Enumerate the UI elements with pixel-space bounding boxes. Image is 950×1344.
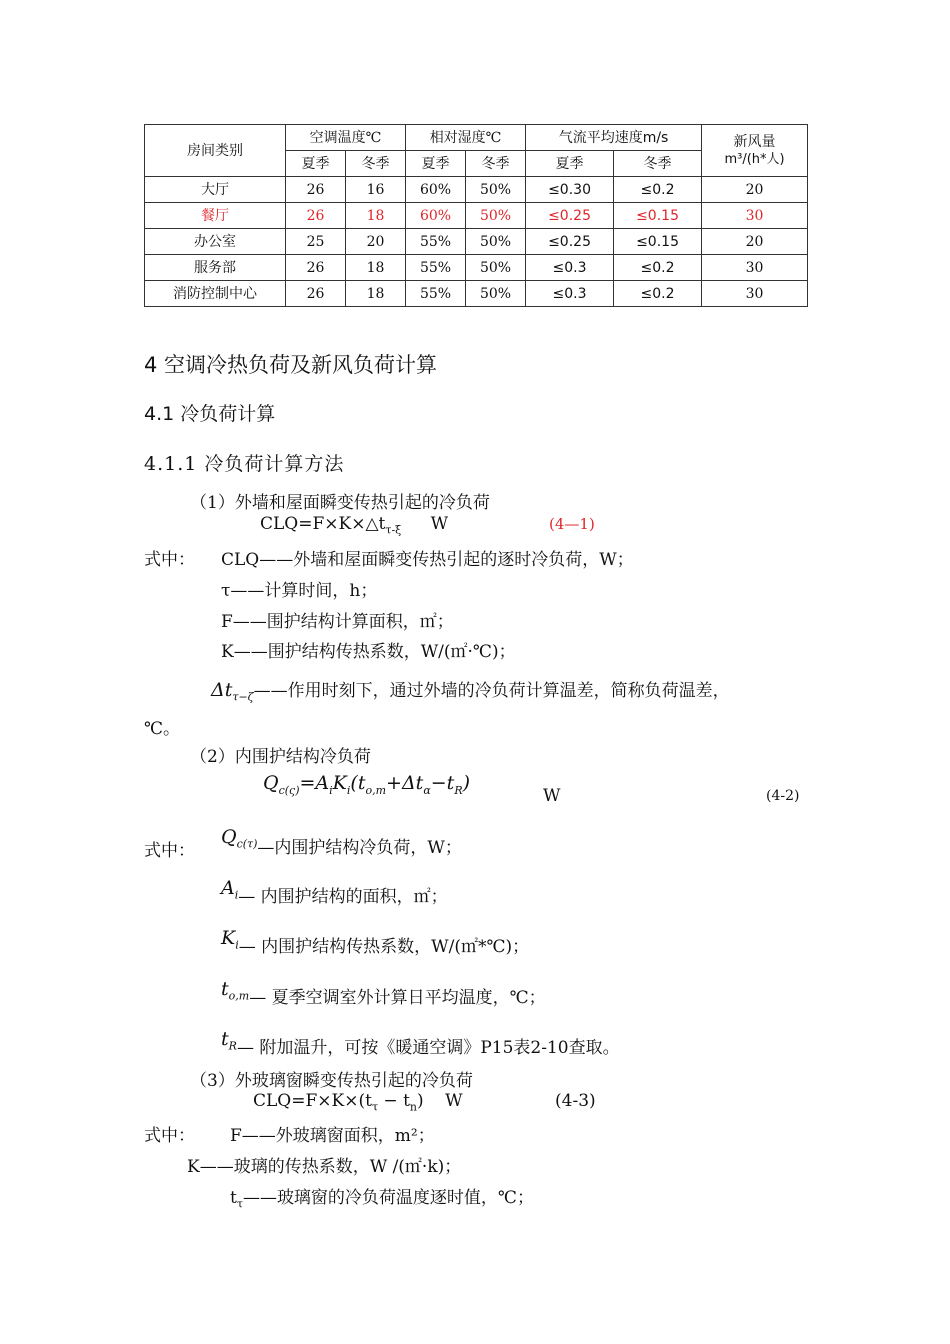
part2-def-k-symbol: K [221,927,236,949]
part3-formula-unit: W [445,1091,463,1111]
cell-speed-summer: ≤0.3 [526,255,614,281]
cell-room: 办公室 [145,229,286,255]
header-winter: 冬季 [614,151,702,177]
part2-title: （2）内围护结构冷负荷 [190,747,371,767]
part1-where-label: 式中： [144,550,195,570]
cell-speed-winter: ≤0.2 [614,255,702,281]
part2-def-a-sub: i [234,888,239,902]
table-row [145,177,808,203]
part3-def-f: F——外玻璃窗面积，m²； [230,1126,435,1146]
header-air-speed [526,125,702,151]
part2-def-a [221,874,448,907]
cell-fresh-air: 30 [702,255,808,281]
cell-hum-summer: 55% [406,255,466,281]
section-heading-4-1-1: 4.1.1 冷负荷计算方法 [144,453,345,475]
part1-dt-symbol: Δt [211,679,233,701]
header-winter: 冬季 [346,151,406,177]
part2-formula-plus: +Δt [386,772,424,794]
part3-formula [253,1091,463,1113]
cell-temp-summer: 26 [286,177,346,203]
cell-fresh-air: 30 [702,281,808,307]
header-winter: 冬季 [466,151,526,177]
header-ac-temp: 空调温度℃ [286,125,406,151]
part2-formula-close: ) [462,772,471,794]
part2-where-label: 式中： [144,841,195,861]
cell-speed-winter: ≤0.2 [614,281,702,307]
header-fresh-air-label: 新风量 [733,133,776,150]
part2-def-tom-symbol: t [221,978,229,1000]
cell-temp-winter: 16 [346,177,406,203]
part2-def-k-sub: i [235,938,239,952]
cell-temp-winter: 18 [346,281,406,307]
part3-def-t-symbol: t [230,1188,237,1208]
table-row-highlighted [145,203,808,229]
part2-def-tr-symbol: t [221,1028,229,1050]
part2-def-q [221,823,462,858]
part2-def-q-symbol: Q [221,826,237,848]
table-row [145,255,808,281]
part1-def-clq: CLQ——外墙和屋面瞬变传热引起的逐时冷负荷，W； [221,550,634,570]
cell-temp-winter: 20 [346,229,406,255]
header-air-speed-text: 气流平均速度m/s [558,129,669,146]
header-summer: 夏季 [286,151,346,177]
part3-title: （3）外玻璃窗瞬变传热引起的冷负荷 [190,1071,473,1091]
part2-def-tom-sub: o,m [228,989,250,1003]
cell-fresh-air: 20 [702,177,808,203]
header-room-type: 房间类别 [145,125,286,177]
cell-hum-summer: 55% [406,281,466,307]
part1-formula-sub: τ-ξ [385,523,402,537]
table-row [145,229,808,255]
part3-eq-number: (4-3) [555,1091,596,1111]
cell-room: 餐厅 [145,203,286,229]
part3-where-label: 式中： [144,1126,195,1146]
part2-formula-unit: W [543,786,561,806]
part1-formula [260,514,448,536]
cell-speed-winter: ≤0.15 [614,229,702,255]
table-row [145,281,808,307]
part1-def-dt [211,676,730,703]
part3-formula-minus: − t [378,1091,410,1111]
cell-temp-summer: 26 [286,203,346,229]
cell-speed-summer: ≤0.3 [526,281,614,307]
part2-formula-alpha: α [423,783,431,797]
part2-q-symbol: Q [263,772,279,794]
cell-hum-summer: 55% [406,229,466,255]
cell-room: 消防控制中心 [145,281,286,307]
part1-def-k: K——围护结构传热系数，W/(㎡·℃)； [221,642,516,662]
cell-temp-winter: 18 [346,255,406,281]
part2-def-tr-text: — 附加温升，可按《暖通空调》P15表2-10查取。 [236,1038,620,1058]
cell-room: 服务部 [145,255,286,281]
part1-def-dt-cont: ℃。 [144,719,181,739]
part3-def-k: K——玻璃的传热系数，W /(㎡·k)； [187,1157,462,1177]
cell-hum-summer: 60% [406,177,466,203]
part2-def-tom-text: — 夏季空调室外计算日平均温度，℃； [249,988,546,1008]
part2-formula-tail-i2: i [346,783,351,797]
cell-temp-winter: 18 [346,203,406,229]
part2-def-q-text: —内围护结构冷负荷，W； [257,838,462,858]
header-fresh-air-unit: m³/(h*人) [724,151,785,167]
header-summer: 夏季 [406,151,466,177]
part1-dt-text: ——作用时刻下，通过外墙的冷负荷计算温差，简称负荷温差， [253,681,730,701]
cell-hum-winter: 50% [466,229,526,255]
part2-formula-paren: (t [350,772,366,794]
part3-def-t [230,1183,534,1210]
part1-dt-sub: τ−ζ [232,690,254,704]
part3-formula-close: ) [417,1091,424,1111]
part2-rhs-a: =A [299,772,330,794]
part2-formula-om: o,m [365,783,387,797]
table-header-row [145,125,808,151]
part3-formula-main: CLQ=F×K×(t [253,1091,372,1111]
section-heading-4-1: 4.1 冷负荷计算 [144,403,276,425]
cell-temp-summer: 25 [286,229,346,255]
cell-speed-winter: ≤0.2 [614,177,702,203]
part2-formula-tail: K [332,772,347,794]
part2-def-a-symbol: A [221,877,235,899]
cell-hum-winter: 50% [466,281,526,307]
part1-def-tau: τ——计算时间，h； [221,581,378,601]
cell-speed-summer: ≤0.25 [526,229,614,255]
part2-eq-number: (4-2) [766,788,800,804]
part1-formula-unit: W [430,514,449,534]
part1-def-f: F——围护结构计算面积，㎡； [221,612,454,632]
part2-def-tr [221,1025,620,1058]
part2-def-a-text: — 内围护结构的面积，㎡； [238,887,448,907]
part2-def-tom [221,975,546,1008]
part3-def-t-text: ——玻璃窗的冷负荷温度逐时值，℃； [242,1188,534,1208]
part1-eq-number: (4—1) [549,515,595,533]
header-summer: 夏季 [526,151,614,177]
cell-temp-summer: 26 [286,255,346,281]
header-rel-humidity: 相对湿度℃ [406,125,526,151]
cell-hum-summer: 60% [406,203,466,229]
part2-formula [263,772,470,797]
design-parameters-table [144,124,808,307]
part2-def-k [221,924,530,957]
part3-def-t-sub: τ [236,1197,243,1211]
part2-formula-tail-i: i [329,783,333,797]
part3-formula-sub-tau: τ [371,1100,379,1114]
cell-temp-summer: 26 [286,281,346,307]
cell-fresh-air: 30 [702,203,808,229]
header-fresh-air [702,125,808,177]
section-heading-4: 4 空调冷热负荷及新风负荷计算 [144,353,438,377]
part2-formula-minus: −t [430,772,455,794]
part2-q-sub: c(ς) [278,783,300,797]
part2-def-k-text: — 内围护结构传热系数，W/(㎡*℃)； [238,937,530,957]
part2-formula-r: R [454,783,463,797]
cell-room: 大厅 [145,177,286,203]
cell-fresh-air: 20 [702,229,808,255]
part2-def-tr-sub: R [228,1039,237,1053]
cell-hum-winter: 50% [466,255,526,281]
part2-def-q-sub: c(τ) [236,837,258,851]
part1-formula-main: CLQ=F×K×△t [260,514,386,534]
part3-formula-sub-n: n [409,1100,418,1114]
part1-title: （1）外墙和屋面瞬变传热引起的冷负荷 [190,493,490,513]
cell-speed-summer: ≤0.30 [526,177,614,203]
cell-hum-winter: 50% [466,203,526,229]
cell-speed-winter: ≤0.15 [614,203,702,229]
cell-hum-winter: 50% [466,177,526,203]
cell-speed-summer: ≤0.25 [526,203,614,229]
